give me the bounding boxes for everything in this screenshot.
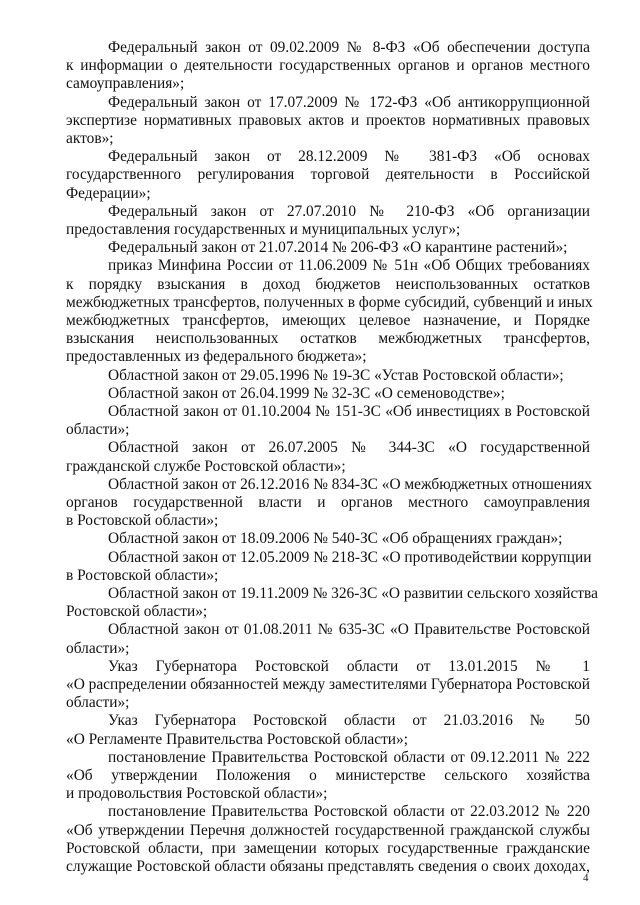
text-line: Указ Губернатора Ростовской области от 13.01.2015 № 1 — [108, 657, 590, 675]
text-line: межбюджетных трансфертов, полученных в форме субсидий, субвенций и иных — [66, 293, 593, 311]
text-line: Федеральный закон от 09.02.2009 № 8-ФЗ «Об обеспечении доступа — [108, 39, 590, 56]
text-line: Областной закон от 18.09.2006 № 540-ЗС «Об обращениях граждан»; — [108, 530, 563, 548]
text-line: области»; — [66, 694, 130, 712]
text-line: Федеральный закон от 28.12.2009 № 381-ФЗ «Об основах — [108, 148, 590, 166]
text-line: к информации о деятельности государственных органов и органов местного — [66, 57, 590, 75]
text-line: приказ Минфина России от 11.06.2009 № 51н «Об Общих требованиях — [108, 257, 590, 275]
text-line: Областной закон от 26.12.2016 № 834-ЗС «О межбюджетных отношениях — [108, 475, 592, 493]
text-line: Областной закон от 19.11.2009 № 326-ЗС «О развитии сельского хозяйства — [108, 585, 598, 602]
text-line: гражданской службе Ростовской области»; — [66, 457, 346, 475]
text-line: в Ростовской области»; — [66, 566, 219, 584]
text-line: межбюджетных трансфертов, имеющих целевое назначение, и Порядке — [66, 312, 590, 329]
text-line: предоставления государственных и муниципальных услуг»; — [66, 221, 461, 238]
text-line: «О распределении обязанностей между заместителями Губернатора Ростовской — [66, 676, 590, 693]
text-line: области»; — [66, 639, 130, 657]
text-line: Указ Губернатора Ростовской области от 21.03.2016 № 50 — [108, 712, 590, 730]
text-line: постановление Правительства Ростовской области от 09.12.2011 № 222 — [108, 748, 590, 766]
text-line: Ростовской области, при замещении которых государственные гражданские — [66, 839, 590, 857]
text-line: служащие Ростовской области обязаны представлять сведения о своих доходах, — [66, 858, 590, 875]
text-line: органов государственной власти и органов местного самоуправления — [66, 494, 590, 511]
text-line: самоуправления»; — [66, 75, 185, 93]
text-line: Областной закон от 01.10.2004 № 151-ЗС «Об инвестициях в Ростовской — [108, 403, 590, 420]
page-number: 4 — [583, 872, 589, 884]
text-line: Областной закон от 26.04.1999 № 32-ЗС «О семеноводстве»; — [108, 384, 505, 402]
text-line: постановление Правительства Ростовской области от 22.03.2012 № 220 — [108, 803, 590, 821]
text-line: актов»; — [66, 130, 114, 147]
text-line: «Об утверждении Перечня должностей государственной гражданской службы — [66, 821, 590, 839]
text-line: и продовольствия Ростовской области»; — [66, 785, 328, 803]
text-line: предоставленных из федерального бюджета»; — [66, 348, 367, 366]
text-line: экспертизе нормативных правовых актов и проектов нормативных правовых — [66, 111, 590, 129]
text-line: Федерации»; — [66, 184, 151, 202]
text-line: Ростовской области»; — [66, 603, 208, 621]
text-line: Федеральный закон от 21.07.2014 № 206-ФЗ «О карантине растений»; — [108, 239, 568, 257]
text-line: «О Регламенте Правительства Ростовской области»; — [66, 730, 409, 748]
text-line: Областной закон от 29.05.1996 № 19-ЗС «Устав Ростовской области»; — [108, 366, 564, 384]
text-line: взыскания неиспользованных остатков межбюджетных трансфертов, — [66, 330, 590, 348]
text-line: Областной закон от 26.07.2005 № 344-ЗС «О государственной — [108, 439, 590, 457]
text-line: к порядку взыскания в доход бюджетов неиспользованных остатков — [66, 275, 590, 293]
text-line: «Об утверждении Положения о министерстве сельского хозяйства — [66, 767, 590, 784]
text-line: Федеральный закон от 17.07.2009 № 172-ФЗ «Об антикоррупционной — [108, 93, 590, 111]
text-line: области»; — [66, 421, 130, 439]
text-line: Федеральный закон от 27.07.2010 № 210-ФЗ «Об организации — [108, 202, 590, 220]
text-line: в Ростовской области»; — [66, 512, 219, 530]
text-line: Областной закон от 12.05.2009 № 218-ЗС «О противодействии коррупции — [108, 548, 592, 566]
text-line: Областной закон от 01.08.2011 № 635-ЗС «О Правительстве Ростовской — [108, 621, 590, 639]
text-line: государственного регулирования торговой деятельности в Российской — [66, 166, 590, 184]
